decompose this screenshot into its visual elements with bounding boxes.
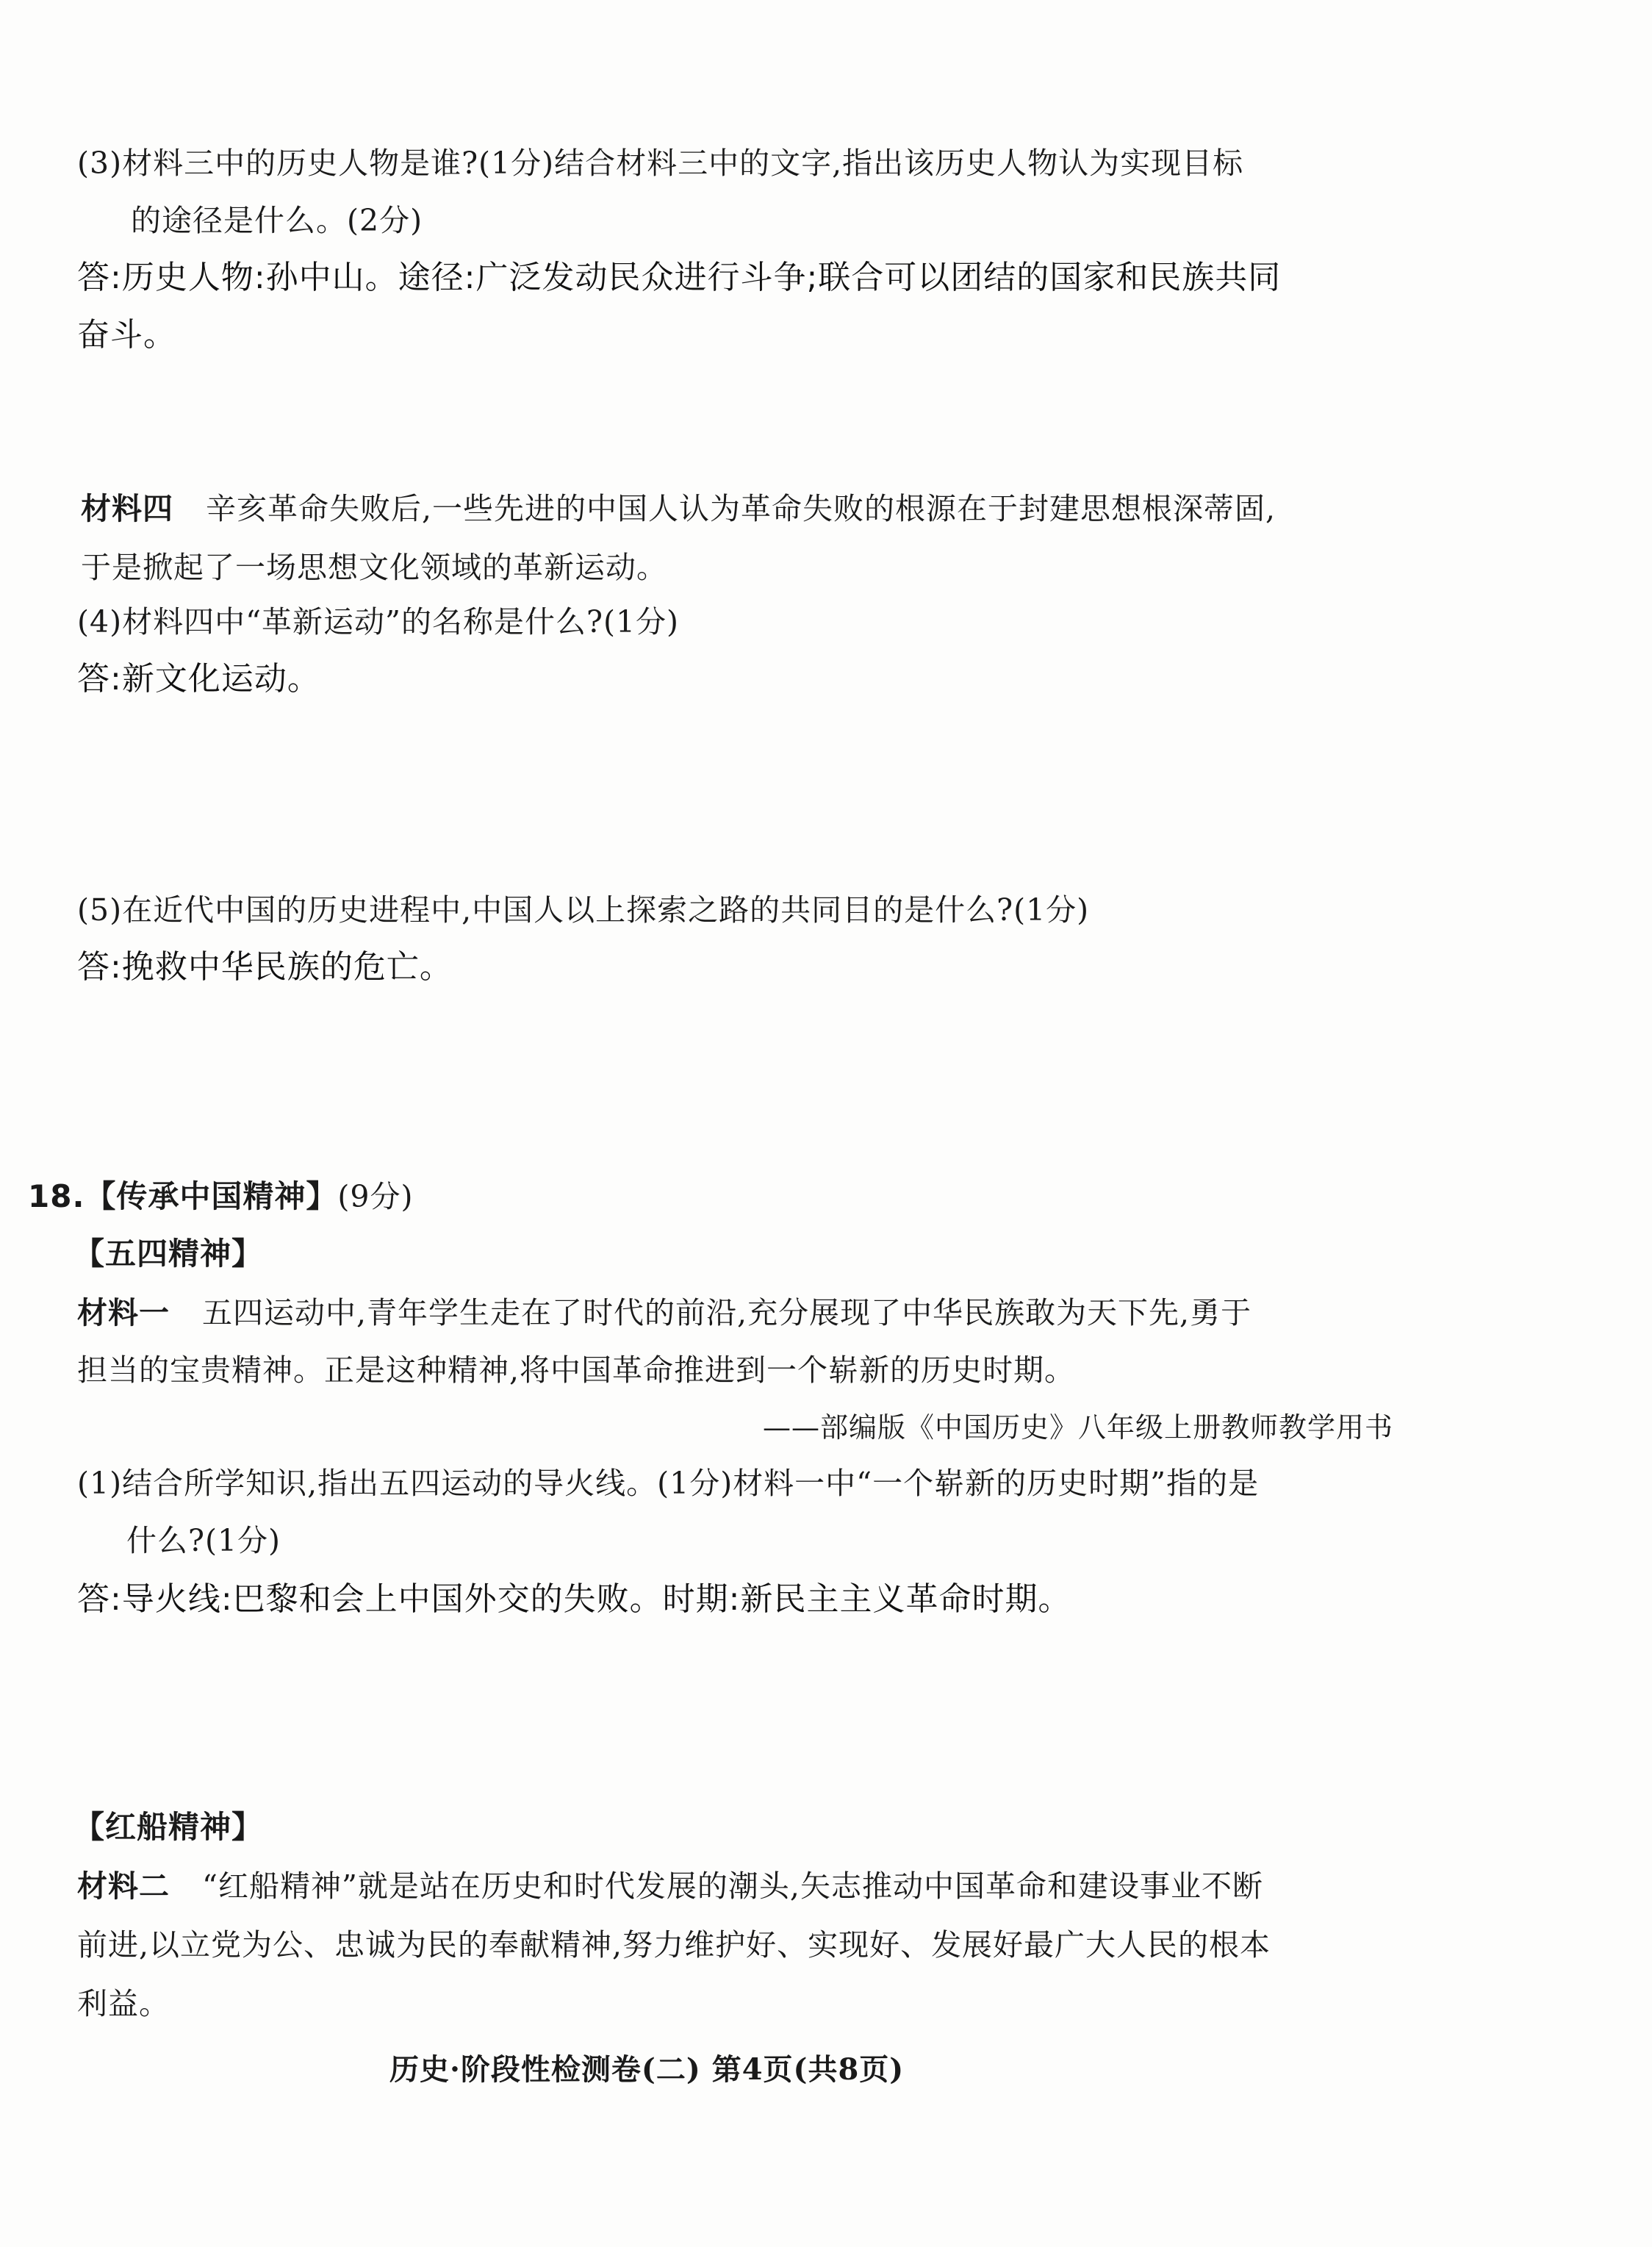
q18-header bbox=[28, 1178, 414, 1216]
q3-answer-line1: 答:历史人物:孙中山。途径:广泛发动民众进行斗争;联合可以团结的国家和民族共同 bbox=[77, 259, 1282, 296]
material1-label: 材料一 bbox=[77, 1295, 170, 1330]
q5-question: (5)在近代中国的历史进程中,中国人以上探索之路的共同目的是什么?(1分) bbox=[77, 892, 1090, 928]
q18-sub1-line2: 什么?(1分) bbox=[126, 1523, 281, 1558]
section-wusi-spirit: 【五四精神】 bbox=[73, 1236, 264, 1272]
material1-line1 bbox=[77, 1294, 1251, 1332]
material1-line2: 担当的宝贵精神。正是这种精神,将中国革命推进到一个崭新的历史时期。 bbox=[77, 1352, 1076, 1388]
q18-sub1-line1: (1)结合所学知识,指出五四运动的导火线。(1分)材料一中“一个崭新的历史时期”指的是 bbox=[77, 1466, 1260, 1501]
material2-line1 bbox=[77, 1867, 1263, 1905]
material2-text1: “红船精神”就是站在历史和时代发展的潮头,矢志推动中国革命和建设事业不断 bbox=[202, 1868, 1263, 1904]
material2-label: 材料二 bbox=[77, 1868, 170, 1904]
q18-title: 【传承中国精神】 bbox=[85, 1178, 338, 1214]
material2-line2: 前进,以立党为公、忠诚为民的奉献精神,努力维护好、实现好、发展好最广大人民的根本 bbox=[77, 1927, 1271, 1963]
material4-text1: 辛亥革命失败后,一些先进的中国人认为革命失败的根源在于封建思想根深蒂固, bbox=[206, 491, 1276, 526]
q4-answer: 答:新文化运动。 bbox=[77, 660, 320, 698]
q3-question-line1: (3)材料三中的历史人物是谁?(1分)结合材料三中的文字,指出该历史人物认为实现目标 bbox=[77, 146, 1244, 181]
q18-sub1-answer: 答:导火线:巴黎和会上中国外交的失败。时期:新民主主义革命时期。 bbox=[77, 1580, 1071, 1618]
page-footer: 历史·阶段性检测卷(二) 第4页(共8页) bbox=[389, 2052, 905, 2087]
material4-label: 材料四 bbox=[81, 491, 173, 526]
q18-number: 18. bbox=[28, 1178, 85, 1214]
material2-line3: 利益。 bbox=[77, 1986, 170, 2021]
material1-text1: 五四运动中,青年学生走在了时代的前沿,充分展现了中华民族敢为天下先,勇于 bbox=[202, 1295, 1252, 1330]
section-red-boat-spirit: 【红船精神】 bbox=[73, 1809, 264, 1845]
material4-line1 bbox=[81, 490, 1276, 528]
q4-question: (4)材料四中“革新运动”的名称是什么?(1分) bbox=[77, 604, 680, 639]
q3-question-line2: 的途径是什么。(2分) bbox=[131, 203, 423, 238]
material1-source: ——部编版《中国历史》八年级上册教师教学用书 bbox=[762, 1411, 1393, 1444]
material4-line2: 于是掀起了一场思想文化领域的革新运动。 bbox=[81, 550, 667, 585]
q3-answer-line2: 奋斗。 bbox=[77, 316, 176, 354]
q5-answer: 答:挽救中华民族的危亡。 bbox=[77, 948, 453, 986]
q18-score: (9分) bbox=[337, 1179, 414, 1214]
